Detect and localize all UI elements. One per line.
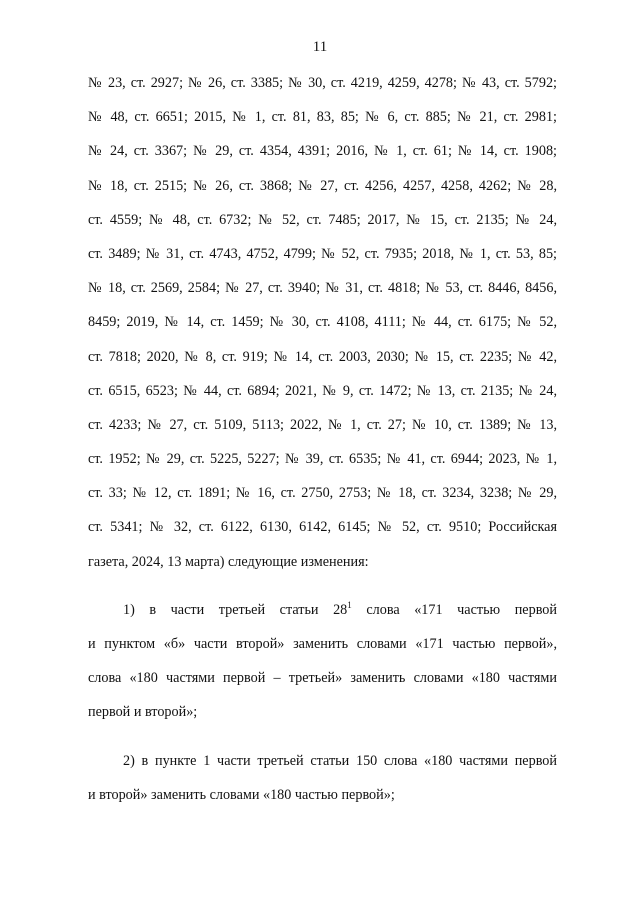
document-body xyxy=(88,73,557,819)
page-number: 11 xyxy=(312,39,328,55)
text-line: ст. 1952; № 29, ст. 5225, 5227; № 39, ст. 6535; № 41, ст. 6944; 2023, № 1, xyxy=(88,451,557,468)
item-2-line: 2) в пункте 1 части третьей статьи 150 слова «180 частями первой xyxy=(123,752,557,769)
item-1-text: 1) в части третьей статьи 28 xyxy=(123,601,348,618)
text-line: № 18, ст. 2515; № 26, ст. 3868; № 27, ст. 4256, 4257, 4258, 4262; № 28, xyxy=(88,177,557,194)
text-line: ст. 6515, 6523; № 44, ст. 6894; 2021, № 9, ст. 1472; № 13, ст. 2135; № 24, xyxy=(88,382,557,399)
text-line: ст. 5341; № 32, ст. 6122, 6130, 6142, 6145; № 52, ст. 9510; Российская xyxy=(88,519,557,536)
text-line: № 18, ст. 2569, 2584; № 27, ст. 3940; № 31, ст. 4818; № 53, ст. 8446, 8456, xyxy=(88,280,557,297)
text-line: № 24, ст. 3367; № 29, ст. 4354, 4391; 2016, № 1, ст. 61; № 14, ст. 1908; xyxy=(88,143,557,160)
text-line: газета, 2024, 13 марта) следующие изменения: xyxy=(88,553,369,570)
text-line: ст. 4233; № 27, ст. 5109, 5113; 2022, № 1, ст. 27; № 10, ст. 1389; № 13, xyxy=(88,416,557,433)
text-line: № 48, ст. 6651; 2015, № 1, ст. 81, 83, 85; № 6, ст. 885; № 21, ст. 2981; xyxy=(88,109,557,126)
text-line: ст. 7818; 2020, № 8, ст. 919; № 14, ст. 2003, 2030; № 15, ст. 2235; № 42, xyxy=(88,348,557,365)
text-line: ст. 4559; № 48, ст. 6732; № 52, ст. 7485; 2017, № 15, ст. 2135; № 24, xyxy=(88,211,557,228)
superscript: 1 xyxy=(347,599,352,610)
item-1-line: слова «180 частями первой – третьей» заменить словами «180 частями xyxy=(88,670,557,687)
item-1-line xyxy=(88,600,557,634)
text-line: ст. 33; № 12, ст. 1891; № 16, ст. 2750, 2753; № 18, ст. 3234, 3238; № 29, xyxy=(88,485,557,502)
item-1-line: и пунктом «б» части второй» заменить словами «171 частью первой», xyxy=(88,636,557,652)
text-line: № 23, ст. 2927; № 26, ст. 3385; № 30, ст. 4219, 4259, 4278; № 43, ст. 5792; xyxy=(88,75,557,91)
text-line: ст. 3489; № 31, ст. 4743, 4752, 4799; № 52, ст. 7935; 2018, № 1, ст. 53, 85; xyxy=(88,245,557,262)
paragraph-gap xyxy=(88,737,557,751)
item-1-text: слова «171 частью первой xyxy=(351,601,557,618)
text-line: 8459; 2019, № 14, ст. 1459; № 30, ст. 4108, 4111; № 44, ст. 6175; № 52, xyxy=(88,314,557,331)
item-1-line: первой и второй»; xyxy=(88,704,198,721)
paragraph-gap xyxy=(88,586,557,600)
item-2-line: и второй» заменить словами «180 частью первой»; xyxy=(88,786,395,803)
